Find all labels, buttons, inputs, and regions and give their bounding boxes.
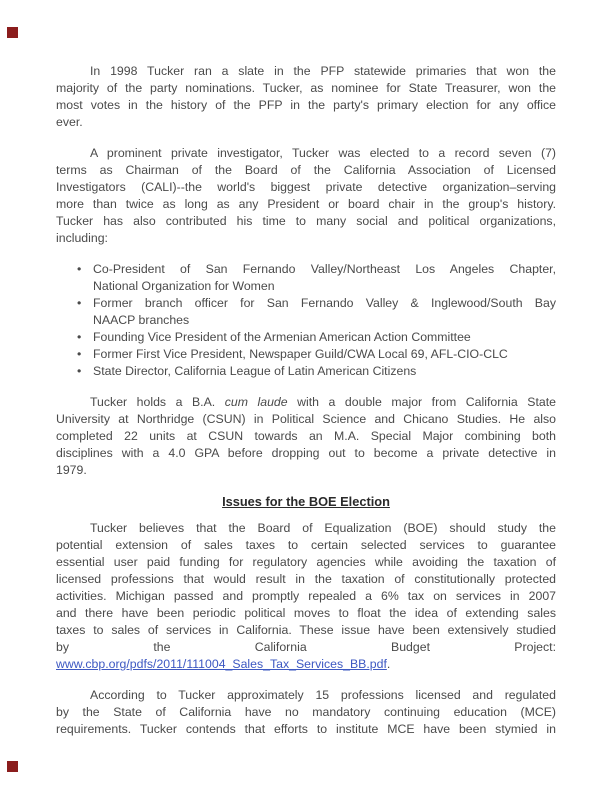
text-span: National Organization for Women [93,279,275,293]
text-span: Tucker believes that the Board of Equalization (BOE) should study the [90,521,556,535]
text-line [56,687,556,704]
text-line [56,721,556,738]
text-line [56,704,556,721]
text-line [56,462,556,479]
list-item [56,295,556,329]
text-span: In 1998 Tucker ran a slate in the PFP statewide primaries that won the [90,64,556,78]
text-line [56,445,556,462]
text-line [56,97,556,114]
text-span: According to Tucker approximately 15 professions licensed and regulated [90,688,556,702]
text-line [93,278,556,295]
text-span: Former branch officer for San Fernando Valley & Inglewood/South Bay [93,296,556,310]
text-span: Co-President of San Fernando Valley/Northeast Los Angeles Chapter, [93,262,556,276]
text-line [56,213,556,230]
text-span: A prominent private investigator, Tucker was elected to a record seven (7) [90,146,556,160]
text-line [56,394,556,411]
text-line [56,230,556,247]
text-span: and there have been periodic political moves to float the idea of extending sales [56,606,556,620]
text-span: more than twice as long as any President or board chair in the group's history. [56,197,556,211]
text-span: Tucker holds a B.A. [90,395,225,409]
text-span: Founding Vice President of the Armenian American Action Committee [93,330,471,344]
text-span: NAACP branches [93,313,190,327]
text-line [56,162,556,179]
text-line [56,196,556,213]
text-span: . [386,657,391,671]
text-line [56,63,556,80]
paragraph [56,63,556,131]
list-item [56,261,556,295]
hyperlink[interactable]: www.cbp.org/pdfs/2011/111004_Sales_Tax_Services_BB.pdf [56,657,387,671]
text-line [56,411,556,428]
paragraph [56,520,556,673]
text-line [93,346,556,363]
text-span: most votes in the history of the PFP in the party's primary election for any office [56,98,556,112]
text-line [93,312,556,329]
text-line [56,145,556,162]
text-line [56,80,556,97]
text-line [93,261,556,278]
text-line [56,656,556,673]
paragraph [56,394,556,479]
text-line [56,114,556,131]
paragraph [56,145,556,247]
text-span: taxes to sales of services in California. These issue have been extensively studied [56,623,556,637]
text-line [56,537,556,554]
text-span: completed 22 units at CSUN towards an M.A. Special Major combining both [56,429,556,443]
text-span: requirements. Tucker contends that efforts to institute MCE have been stymied in [56,722,556,736]
bullet-icon: • [77,364,82,378]
text-span: by the State of California have no mandatory continuing education (MCE) [56,705,556,719]
text-span: essential user paid funding for regulatory agencies while avoiding the taxation of [56,555,556,569]
text-line [56,622,556,639]
italic-text: cum laude [224,395,288,409]
text-span: State Director, California League of Latin American Citizens [93,364,417,378]
text-line [93,363,556,380]
annotation-square-icon [7,27,18,38]
list-item [56,363,556,380]
text-span: activities. Michigan passed and promptly repealed a 6% tax on services in 2007 [56,589,556,603]
text-line [56,588,556,605]
text-span: 1979. [56,463,87,477]
text-span: University at Northridge (CSUN) in Political Science and Chicano Studies. He also [56,412,556,426]
text-span: majority of the party nominations. Tucker, as nominee for State Treasurer, won the [56,81,556,95]
text-span: Former First Vice President, Newspaper Guild/CWA Local 69, AFL-CIO-CLC [93,347,508,361]
bullet-icon: • [77,296,82,310]
text-span: with a double major from California State [287,395,556,409]
text-line [56,554,556,571]
paragraph [56,687,556,738]
text-span: Tucker has also contributed his time to many social and political organizations, [56,214,556,228]
bullet-icon: • [77,347,82,361]
list-item [56,329,556,346]
bullet-icon: • [77,262,82,276]
list-item [56,346,556,363]
bullet-icon: • [77,330,82,344]
text-span: ever. [56,115,83,129]
text-span: licensed professions that would result in the taxation of constitutionally protected [56,572,556,586]
text-span: disciplines with a 4.0 GPA before dropping out to become a private detective in [56,446,556,460]
annotation-square-icon [7,761,18,772]
text-line [56,639,556,656]
bullet-list [56,261,556,380]
text-span: by the California Budget Project: [56,640,556,654]
text-line [93,295,556,312]
text-span: Investigators (CALI)--the world's biggest private detective organization–serving [56,180,556,194]
text-line [56,428,556,445]
text-span: including: [56,231,108,245]
document-content [56,63,556,738]
text-line [56,520,556,537]
text-span: potential extension of sales taxes to certain selected services to guarantee [56,538,556,552]
text-line [56,179,556,196]
section-heading [56,493,556,510]
text-line [56,571,556,588]
text-line [56,605,556,622]
text-span: terms as Chairman of the Board of the California Association of Licensed [56,163,556,177]
text-line [93,329,556,346]
section-heading-text: Issues for the BOE Election [222,494,390,509]
